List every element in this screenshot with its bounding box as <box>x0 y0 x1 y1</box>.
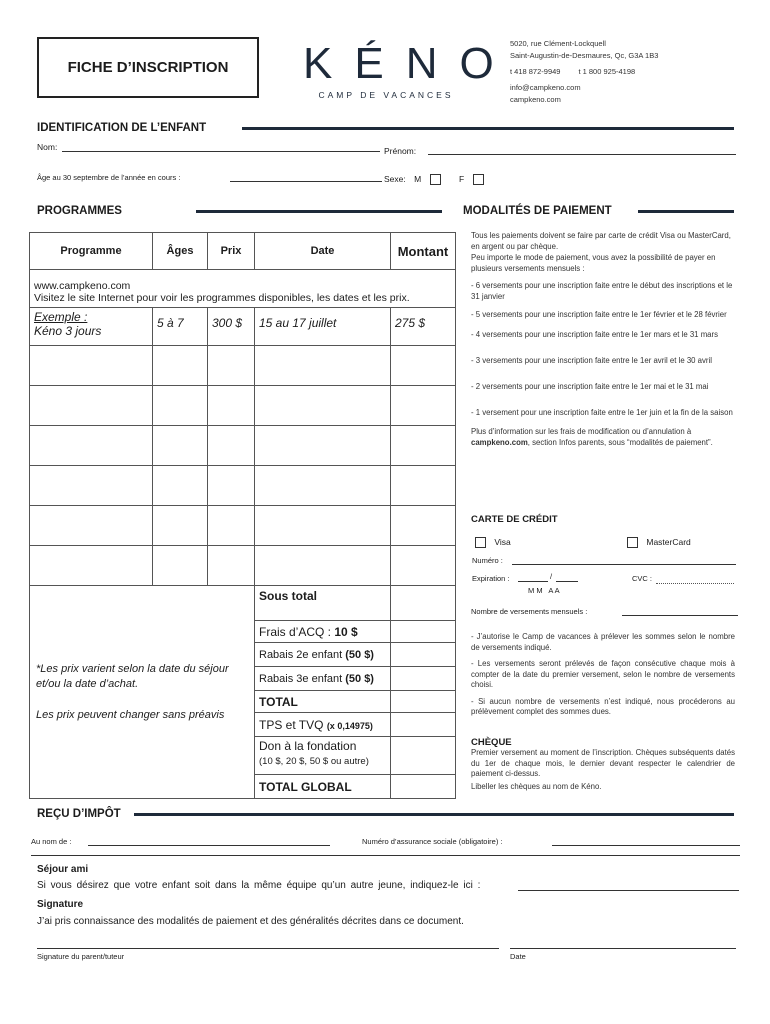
f-label: F <box>458 174 465 184</box>
divider <box>196 210 442 213</box>
rabais3-value: (50 $) <box>345 672 374 685</box>
don-field[interactable] <box>391 737 456 775</box>
site-url: www.campkeno.com <box>34 279 131 292</box>
info-text-2: , section Infos parents, sous “modalités de paiement”. <box>527 438 713 447</box>
versements-label: Nombre de versements mensuels : <box>471 607 588 616</box>
logo-text: KÉNO <box>303 39 516 88</box>
list-item: - Si aucun nombre de versements n’est indiqué, nous procéderons au prélèvement complet des sommes dues. <box>471 696 735 716</box>
table-row[interactable] <box>30 346 456 386</box>
rabais2-label: Rabais 2e enfant <box>259 648 343 661</box>
nom-field[interactable] <box>62 151 380 152</box>
example-date: 15 au 17 juillet <box>255 308 391 346</box>
example-label: Exemple : <box>34 310 88 324</box>
programmes-title: PROGRAMMES <box>37 205 122 217</box>
list-item: - 2 versements pour une inscription faite entre le 1er mai et le 31 mai <box>471 382 709 391</box>
example-ages: 5 à 7 <box>153 308 208 346</box>
expiration-label: Expiration : <box>472 574 510 583</box>
date-label: Date <box>510 952 526 961</box>
don-value: (10 $, 20 $, 50 $ ou autre) <box>259 756 369 767</box>
sexe-label: Sexe: <box>384 174 406 184</box>
mastercard-checkbox[interactable] <box>627 537 638 548</box>
logo-subtitle: CAMP DE VACANCES <box>318 90 454 100</box>
cheque-text: Premier versement au moment de l’inscription. Chèques subséquents datés du 1er de chaque mois, le dernier devant respecter le calendrier de paiement ci-dessus. <box>471 748 735 778</box>
cheque-libeller: Libeller les chèques au nom de Kéno. <box>471 782 602 791</box>
divider <box>638 210 734 213</box>
info-text-1: Plus d’information sur les frais de modification ou d’annulation à <box>471 427 692 436</box>
nas-field[interactable] <box>552 845 740 846</box>
form-title-box <box>37 37 259 98</box>
child-section-title: IDENTIFICATION DE L’ENFANT <box>37 122 207 134</box>
versements-field[interactable] <box>622 615 738 616</box>
col-header-prix: Prix <box>208 233 255 270</box>
rabais3-field[interactable] <box>391 667 456 691</box>
list-item: - Les versements seront prélevés de façon consécutive chaque mois à compter de la date du premier versement, selon le nombre de versements choisi. <box>471 659 735 689</box>
nas-label: Numéro d’assurance sociale (obligatoire) : <box>362 837 503 846</box>
phone-1: t 418 872-9949 <box>510 67 561 76</box>
installment-list <box>471 280 735 420</box>
exp-separator: / <box>550 572 553 581</box>
form-title: FICHE D’INSCRIPTION <box>67 59 229 76</box>
example-name: Kéno 3 jours <box>34 324 102 338</box>
col-header-ages: Âges <box>153 233 208 270</box>
paiement-title: MODALITÉS DE PAIEMENT <box>463 205 612 217</box>
phone-2: t 1 800 925-4198 <box>578 67 636 76</box>
rabais2-value: (50 $) <box>345 648 374 661</box>
programmes-table <box>29 232 456 799</box>
tps-field[interactable] <box>391 713 456 737</box>
mm-aa-hint: M M A A <box>528 586 560 595</box>
au-nom-label: Au nom de : <box>31 837 72 846</box>
frais-value: 10 $ <box>334 624 358 639</box>
m-label: M <box>414 174 422 184</box>
list-item: - 6 versements pour une inscription faite entre le début des inscriptions et le 31 janvier <box>471 281 733 301</box>
info-link[interactable]: campkeno.com <box>471 438 528 447</box>
sejour-text: Si vous désirez que votre enfant soit dans la même équipe qu’un autre jeune, indiquez-le ici : <box>37 880 481 891</box>
frais-label: Frais d’ACQ : <box>259 624 332 639</box>
total-label: TOTAL <box>255 691 391 713</box>
visa-option[interactable] <box>475 537 511 548</box>
list-item: - 3 versements pour une inscription faite entre le 1er avril et le 30 avril <box>471 356 712 365</box>
col-header-montant: Montant <box>391 233 456 270</box>
numero-field[interactable] <box>512 564 736 565</box>
rabais3-label: Rabais 3e enfant <box>259 672 343 685</box>
total-global-label: TOTAL GLOBAL <box>255 775 391 799</box>
signature-field[interactable] <box>37 948 499 949</box>
tps-label: TPS et TVQ <box>259 717 324 732</box>
sous-total-label: Sous total <box>255 586 391 621</box>
age-field[interactable] <box>230 181 382 182</box>
date-field[interactable] <box>510 948 736 949</box>
table-row[interactable] <box>30 386 456 426</box>
mastercard-option[interactable] <box>627 537 691 548</box>
prenom-label: Prénom: <box>384 146 417 156</box>
cheque-title: CHÈQUE <box>471 737 512 748</box>
example-price: 300 $ <box>208 308 255 346</box>
table-row[interactable] <box>30 506 456 546</box>
address-line-1: 5020, rue Clément-Lockquell <box>510 39 606 48</box>
mastercard-label: MasterCard <box>646 537 691 547</box>
paiement-intro-2: Peu importe le mode de paiement, vous avez la possibilité de payer en plusieurs versements mensuels : <box>471 253 716 273</box>
prenom-field[interactable] <box>428 154 736 155</box>
frais-field[interactable] <box>391 621 456 643</box>
col-header-programme: Programme <box>30 233 153 270</box>
contact-block <box>510 38 658 106</box>
exp-year-field[interactable] <box>556 581 578 582</box>
list-item: - 5 versements pour une inscription faite entre le 1er février et le 28 février <box>471 310 727 319</box>
total-field[interactable] <box>391 691 456 713</box>
autorisation-list <box>471 632 735 722</box>
col-header-date: Date <box>255 233 391 270</box>
logo <box>293 39 516 100</box>
au-nom-field[interactable] <box>88 845 330 846</box>
list-item: - 1 versement pour une inscription faite entre le 1er juin et la fin de la saison <box>471 408 733 417</box>
sous-total-field[interactable] <box>391 586 456 621</box>
tps-value: (x 0,14975) <box>326 720 373 731</box>
visa-checkbox[interactable] <box>475 537 486 548</box>
divider <box>31 855 740 856</box>
recu-title: REÇU D’IMPÔT <box>37 808 121 820</box>
sejour-title: Séjour ami <box>37 864 89 875</box>
table-row[interactable] <box>30 426 456 466</box>
list-item: - J’autorise le Camp de vacances à prélever les sommes selon le nombre de versements indiqué. <box>471 632 735 652</box>
cvc-label: CVC : <box>632 574 653 583</box>
don-label: Don à la fondation <box>259 739 357 753</box>
list-item: - 4 versements pour une inscription faite entre le 1er mars et le 31 mars <box>471 330 719 339</box>
total-global-field[interactable] <box>391 775 456 799</box>
cvc-field[interactable] <box>656 583 734 584</box>
price-note-2: Les prix peuvent changer sans préavis <box>36 708 225 721</box>
price-note-1: *Les prix varient selon la date du séjour et/ou la date d’achat. <box>36 662 229 690</box>
site-note: Visitez le site Internet pour voir les programmes disponibles, les dates et les prix. <box>34 291 410 304</box>
numero-label: Numéro : <box>472 556 503 565</box>
carte-title: CARTE DE CRÉDIT <box>471 514 558 525</box>
email: info@campkeno.com <box>510 83 581 92</box>
rabais2-field[interactable] <box>391 643 456 667</box>
website: campkeno.com <box>510 95 561 104</box>
signature-parent-label: Signature du parent/tuteur <box>37 952 125 961</box>
paiement-block <box>471 230 735 448</box>
paiement-intro-1: Tous les paiements doivent se faire par carte de crédit Visa ou MasterCard, en argent ou par chèque. <box>471 231 731 251</box>
divider <box>134 813 734 816</box>
sexe-f-checkbox[interactable] <box>473 174 484 185</box>
sexe-row <box>384 174 484 185</box>
nom-label: Nom: <box>37 142 58 152</box>
address-line-2: Saint-Augustin-de-Desmaures, Qc, G3A 1B3 <box>510 51 659 60</box>
sejour-field[interactable] <box>518 890 739 891</box>
visa-label: Visa <box>494 537 511 547</box>
divider <box>242 127 734 130</box>
age-label: Âge au 30 septembre de l’année en cours : <box>37 173 181 182</box>
exp-month-field[interactable] <box>518 581 548 582</box>
table-row[interactable] <box>30 466 456 506</box>
info-text <box>471 426 735 448</box>
sexe-m-checkbox[interactable] <box>430 174 441 185</box>
signature-text: J’ai pris connaissance des modalités de paiement et des généralités décrites dans ce document. <box>37 916 464 927</box>
signature-title: Signature <box>37 899 84 910</box>
table-row[interactable] <box>30 546 456 586</box>
example-amount: 275 $ <box>391 308 456 346</box>
